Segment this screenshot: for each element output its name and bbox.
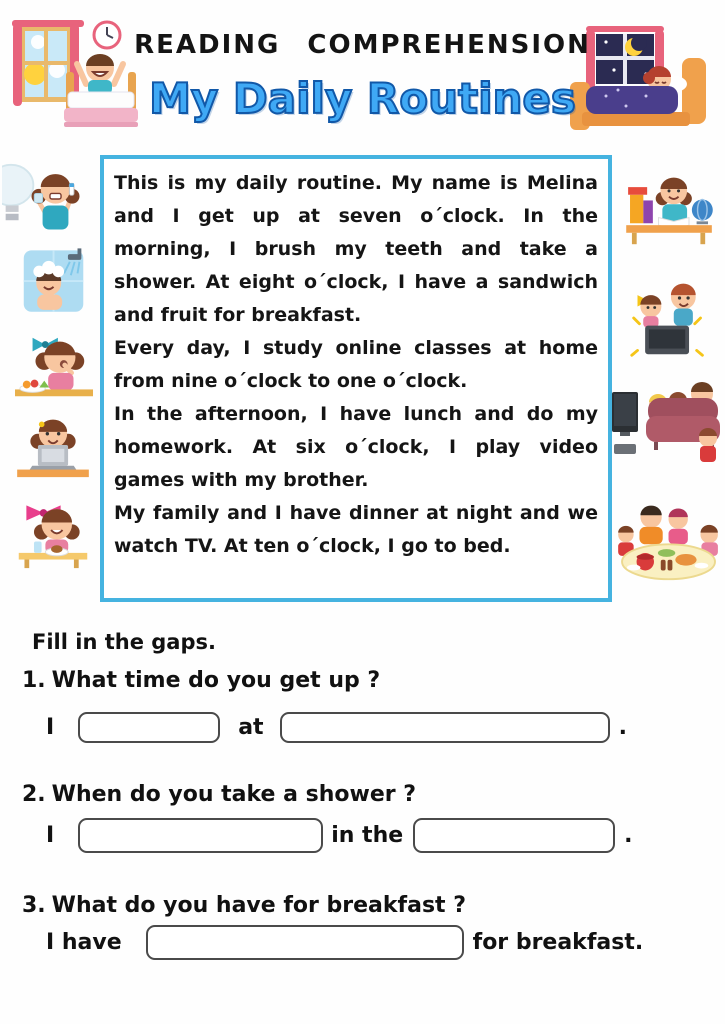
kids-playing-video-games-illustration: [625, 276, 713, 360]
page-subtitle: My Daily Routines: [149, 74, 576, 123]
reading-passage-box: [100, 155, 612, 602]
question-1-number: 1.: [22, 668, 46, 693]
passage-paragraph-3: In the afternoon, I have lunch and do my homework. At six o´clock, I play video games with my brother.: [114, 403, 598, 491]
answer-2-mid-text: in the: [331, 823, 404, 848]
girl-eating-lunch-illustration: [14, 492, 92, 570]
question-3-number: 3.: [22, 893, 46, 918]
question-3: [22, 893, 466, 918]
question-3-text: What do you have for breakfast ?: [51, 893, 466, 918]
answer-3-suffix: for breakfast.: [472, 930, 644, 955]
question-1: [22, 668, 380, 693]
family-watching-tv-illustration: [612, 372, 722, 472]
question-1-text: What time do you get up ?: [51, 668, 381, 693]
question-2-number: 2.: [22, 782, 46, 807]
answer-2-prefix: I: [46, 823, 55, 848]
answer-1-suffix: .: [618, 715, 627, 740]
passage-paragraph-2: Every day, I study online classes at home from nine o´clock to one o´clock.: [114, 337, 598, 392]
exercise-instruction: Fill in the gaps.: [32, 630, 216, 654]
girl-studying-desk-illustration: [622, 170, 717, 248]
answer-2-suffix: .: [624, 823, 633, 848]
answer-row-3: [46, 925, 643, 960]
page-title: READING COMPREHENSION: [134, 30, 591, 60]
girl-eating-breakfast-illustration: [12, 328, 97, 406]
answer-3-prefix: I have: [46, 930, 122, 955]
passage-paragraph-1: This is my daily routine. My name is Melina and I get up at seven o´clock. In the morning, I brush my teeth and take a shower. At eight o´clock, I have a sandwich and fruit for breakfast.: [114, 172, 598, 326]
question-2: [22, 782, 416, 807]
answer-input-2a[interactable]: [78, 818, 323, 853]
answer-row-2: [46, 818, 633, 853]
answer-1-prefix: I: [46, 715, 55, 740]
answer-input-1b[interactable]: [280, 712, 610, 743]
answer-1-mid-text: at: [238, 715, 264, 740]
girl-online-class-illustration: [14, 413, 92, 479]
answer-input-3a[interactable]: [146, 925, 464, 960]
answer-row-1: [46, 712, 627, 743]
answer-input-1a[interactable]: [78, 712, 220, 743]
girl-brushing-teeth-illustration: [2, 163, 97, 235]
family-dinner-illustration: [618, 492, 720, 584]
passage-paragraph-4: My family and I have dinner at night and we watch TV. At ten o´clock, I go to bed.: [114, 502, 598, 557]
girl-taking-shower-illustration: [18, 248, 90, 316]
answer-input-2b[interactable]: [413, 818, 615, 853]
question-2-text: When do you take a shower ?: [51, 782, 417, 807]
